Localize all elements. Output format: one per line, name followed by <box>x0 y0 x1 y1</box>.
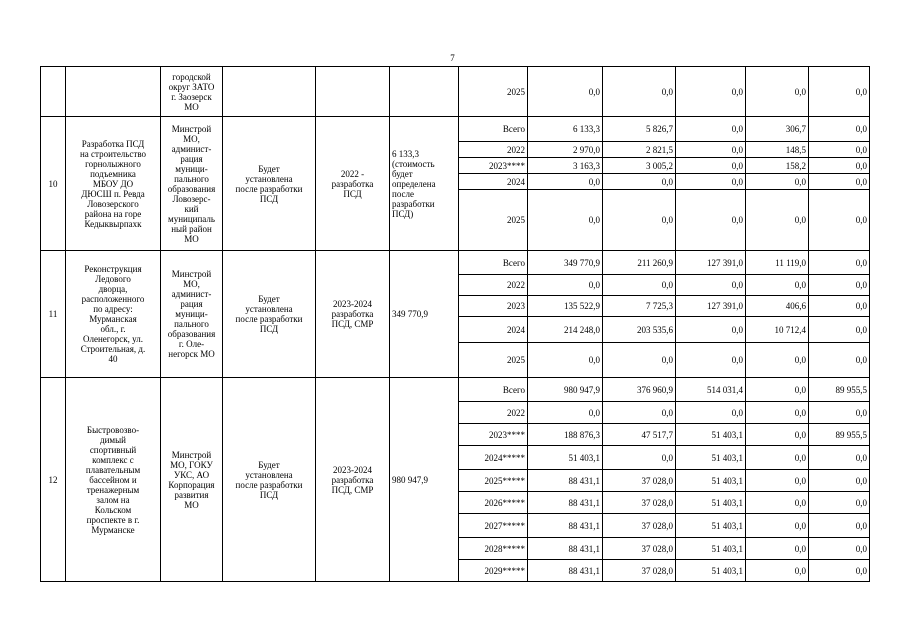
object-name: Быстровозво- димый спортивный комплекс с плавательным бассейном и тренажерным залом на Кольском проспекте в г. Мурманске <box>66 378 161 582</box>
object-name: Реконструкция Ледового дворца, расположенного по адресу: Мурманская обл., г. Оленегорск, ул. Строительная, д. 40 <box>66 251 161 378</box>
period: 2023-2024 разработка ПСД, СМР <box>316 378 390 582</box>
value-cell: 0,0 <box>528 343 603 378</box>
value-cell: 980 947,9 <box>528 378 603 402</box>
value-cell: 0,0 <box>746 424 809 446</box>
value-cell: 0,0 <box>746 560 809 582</box>
table-row <box>41 378 870 402</box>
value-cell: 0,0 <box>809 470 870 492</box>
value-cell: 10 712,4 <box>746 317 809 343</box>
customer: Минстрой МО, админист- рация муници- пального образования г. Оле- негорск МО <box>161 251 223 378</box>
value-cell: 3 005,2 <box>603 158 676 174</box>
value-cell: 51 403,1 <box>676 424 746 446</box>
value-cell: 0,0 <box>809 560 870 582</box>
year-cell: 2025 <box>459 343 528 378</box>
value-cell: 0,0 <box>603 190 676 251</box>
value-cell: 0,0 <box>528 67 603 117</box>
value-cell: 0,0 <box>603 402 676 424</box>
value-cell: 0,0 <box>746 190 809 251</box>
value-cell: 89 955,5 <box>809 378 870 402</box>
value-cell: 88 431,1 <box>528 514 603 538</box>
value-cell: 406,6 <box>746 296 809 317</box>
value-cell: 127 391,0 <box>676 251 746 275</box>
year-cell: 2028***** <box>459 538 528 560</box>
value-cell: 135 522,9 <box>528 296 603 317</box>
year-cell: 2022 <box>459 142 528 158</box>
row-number: 11 <box>41 251 66 378</box>
value-cell: 51 403,1 <box>676 492 746 514</box>
period: 2023-2024 разработка ПСД, СМР <box>316 251 390 378</box>
value-cell: 0,0 <box>603 174 676 190</box>
status <box>223 67 316 117</box>
value-cell: 37 028,0 <box>603 470 676 492</box>
value-cell: 0,0 <box>746 402 809 424</box>
value-cell: 0,0 <box>809 142 870 158</box>
year-cell: 2024 <box>459 317 528 343</box>
value-cell: 214 248,0 <box>528 317 603 343</box>
customer: Минстрой МО, ГОКУ УКС, АО Корпорация развития МО <box>161 378 223 582</box>
value-cell: 88 431,1 <box>528 470 603 492</box>
year-cell: 2025 <box>459 67 528 117</box>
period: 2022 - разработка ПСД <box>316 117 390 251</box>
value-cell: 0,0 <box>809 492 870 514</box>
value-cell: 0,0 <box>676 190 746 251</box>
value-cell: 0,0 <box>676 158 746 174</box>
row-number: 10 <box>41 117 66 251</box>
value-cell: 51 403,1 <box>676 514 746 538</box>
value-cell: 5 826,7 <box>603 117 676 142</box>
year-cell: 2023 <box>459 296 528 317</box>
year-cell: Всего <box>459 251 528 275</box>
value-cell: 0,0 <box>746 67 809 117</box>
value-cell: 0,0 <box>603 67 676 117</box>
value-cell: 306,7 <box>746 117 809 142</box>
value-cell: 3 163,3 <box>528 158 603 174</box>
total-cost: 6 133,3 (стоимость будет определена после разработки ПСД) <box>390 117 459 251</box>
value-cell: 0,0 <box>809 275 870 296</box>
object-name <box>66 67 161 117</box>
value-cell: 0,0 <box>746 174 809 190</box>
value-cell: 0,0 <box>746 275 809 296</box>
value-cell: 0,0 <box>746 446 809 470</box>
value-cell: 0,0 <box>809 117 870 142</box>
year-cell: 2023**** <box>459 424 528 446</box>
value-cell: 0,0 <box>809 402 870 424</box>
value-cell: 0,0 <box>746 378 809 402</box>
customer: городской округ ЗАТО г. Заозерск МО <box>161 67 223 117</box>
year-cell: 2025 <box>459 190 528 251</box>
period <box>316 67 390 117</box>
value-cell: 0,0 <box>603 446 676 470</box>
value-cell: 0,0 <box>809 343 870 378</box>
year-cell: 2024 <box>459 174 528 190</box>
value-cell: 0,0 <box>603 343 676 378</box>
value-cell: 148,5 <box>746 142 809 158</box>
year-cell: 2022 <box>459 275 528 296</box>
total-cost: 980 947,9 <box>390 378 459 582</box>
value-cell: 7 725,3 <box>603 296 676 317</box>
value-cell: 0,0 <box>676 174 746 190</box>
value-cell: 2 970,0 <box>528 142 603 158</box>
value-cell: 0,0 <box>603 275 676 296</box>
year-cell: 2027***** <box>459 514 528 538</box>
value-cell: 0,0 <box>676 402 746 424</box>
value-cell: 2 821,5 <box>603 142 676 158</box>
value-cell: 0,0 <box>809 446 870 470</box>
value-cell: 47 517,7 <box>603 424 676 446</box>
row-number: 12 <box>41 378 66 582</box>
value-cell: 514 031,4 <box>676 378 746 402</box>
value-cell: 376 960,9 <box>603 378 676 402</box>
table-row <box>41 251 870 275</box>
value-cell: 0,0 <box>676 67 746 117</box>
value-cell: 88 431,1 <box>528 538 603 560</box>
value-cell: 51 403,1 <box>676 446 746 470</box>
value-cell: 0,0 <box>746 492 809 514</box>
value-cell: 51 403,1 <box>676 538 746 560</box>
status: Будет установлена после разработки ПСД <box>223 251 316 378</box>
status: Будет установлена после разработки ПСД <box>223 378 316 582</box>
value-cell: 203 535,6 <box>603 317 676 343</box>
value-cell: 51 403,1 <box>528 446 603 470</box>
year-cell: 2029***** <box>459 560 528 582</box>
year-cell: Всего <box>459 117 528 142</box>
value-cell: 188 876,3 <box>528 424 603 446</box>
value-cell: 11 119,0 <box>746 251 809 275</box>
value-cell: 127 391,0 <box>676 296 746 317</box>
investment-table <box>40 66 870 582</box>
value-cell: 0,0 <box>746 470 809 492</box>
row-number <box>41 67 66 117</box>
value-cell: 0,0 <box>809 514 870 538</box>
value-cell: 37 028,0 <box>603 492 676 514</box>
value-cell: 88 431,1 <box>528 492 603 514</box>
value-cell: 0,0 <box>809 190 870 251</box>
table-row <box>41 117 870 142</box>
value-cell: 0,0 <box>676 317 746 343</box>
year-cell: 2024***** <box>459 446 528 470</box>
value-cell: 349 770,9 <box>528 251 603 275</box>
table-body <box>41 67 870 582</box>
value-cell: 0,0 <box>809 158 870 174</box>
value-cell: 37 028,0 <box>603 560 676 582</box>
value-cell: 88 431,1 <box>528 560 603 582</box>
object-name: Разработка ПСД на строительство горнолыжного подъемника МБОУ ДО ДЮСШ п. Ревда Ловозерского района на горе Кедыквырпахк <box>66 117 161 251</box>
page-number: 7 <box>450 53 455 63</box>
total-cost: 349 770,9 <box>390 251 459 378</box>
year-cell: Всего <box>459 378 528 402</box>
year-cell: 2023**** <box>459 158 528 174</box>
value-cell: 89 955,5 <box>809 424 870 446</box>
value-cell: 0,0 <box>676 117 746 142</box>
value-cell: 37 028,0 <box>603 514 676 538</box>
value-cell: 0,0 <box>809 538 870 560</box>
year-cell: 2022 <box>459 402 528 424</box>
value-cell: 37 028,0 <box>603 538 676 560</box>
value-cell: 0,0 <box>528 275 603 296</box>
value-cell: 51 403,1 <box>676 470 746 492</box>
value-cell: 6 133,3 <box>528 117 603 142</box>
value-cell: 0,0 <box>809 67 870 117</box>
year-cell: 2026***** <box>459 492 528 514</box>
value-cell: 0,0 <box>809 251 870 275</box>
value-cell: 0,0 <box>528 174 603 190</box>
value-cell: 0,0 <box>676 275 746 296</box>
value-cell: 0,0 <box>746 514 809 538</box>
total-cost <box>390 67 459 117</box>
value-cell: 51 403,1 <box>676 560 746 582</box>
value-cell: 211 260,9 <box>603 251 676 275</box>
status: Будет установлена после разработки ПСД <box>223 117 316 251</box>
value-cell: 0,0 <box>746 538 809 560</box>
value-cell: 0,0 <box>676 142 746 158</box>
value-cell: 158,2 <box>746 158 809 174</box>
customer: Минстрой МО, админист- рация муници- пального образования Ловозерс- кий муниципаль ный район МО <box>161 117 223 251</box>
value-cell: 0,0 <box>809 317 870 343</box>
value-cell: 0,0 <box>746 343 809 378</box>
year-cell: 2025***** <box>459 470 528 492</box>
table-row <box>41 67 870 117</box>
value-cell: 0,0 <box>809 296 870 317</box>
value-cell: 0,0 <box>809 174 870 190</box>
value-cell: 0,0 <box>528 190 603 251</box>
value-cell: 0,0 <box>528 402 603 424</box>
value-cell: 0,0 <box>676 343 746 378</box>
